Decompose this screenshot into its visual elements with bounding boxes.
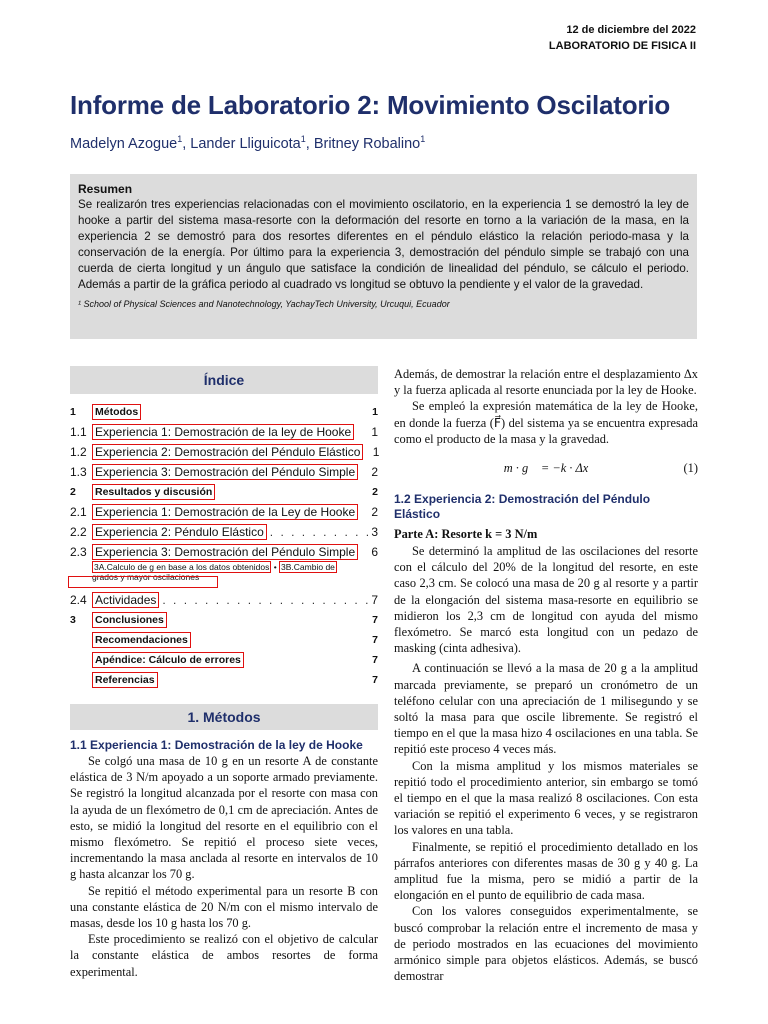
part-heading: Parte A: Resorte k = 3 N/m <box>394 527 538 542</box>
author-affiliation-mark: 1 <box>177 134 183 144</box>
paragraph: Con la misma amplitud y los mismos materiales se repitió todo el procedimiento anterior, sin embargo se tomó el tiempo en el que la masa realizó 8 oscilaciones. Con esta variación se repitió el experimento 6 veces, y se registraron los valores en una tabla. <box>394 758 698 838</box>
toc-entry-number: 3 <box>70 614 76 626</box>
paragraph: Además, de demostrar la relación entre el desplazamiento Δx y la fuerza aplicada al resorte enunciada por la ley de Hooke. <box>394 367 698 398</box>
toc-entry <box>70 482 378 502</box>
paragraph: Se colgó una masa de 10 g en un resorte A de constante elástica de 3 N/m apoyado a un soporte armado previamente. Se registró la longitud alcanzada por el resorte con masa con la ayuda de un flexómetro de 0,1 cm de apreciación. Antes de esto, se midió la longitud del resorte en el equilibrio con el mismo flexómetro. Se repitió el proceso siete veces, incrementando la masa anclada al resorte en intervalos de 10 g hasta alcanzar los 70 g. <box>70 754 378 882</box>
toc-page-number: 2 <box>372 486 378 498</box>
equation-number: (1) <box>683 461 698 476</box>
table-of-contents <box>70 402 378 690</box>
author-name: Madelyn Azogue <box>70 135 178 152</box>
toc-subentries-2-3 <box>92 562 378 590</box>
subsection-heading-1-2: 1.2 Experiencia 2: Demostración del Péndulo Elástico <box>394 492 651 522</box>
toc-entry <box>70 650 378 670</box>
toc-link[interactable]: Referencias <box>92 672 158 688</box>
paragraph: A continuación se llevó a la masa de 20 g a la amplitud marcada previamente, se preparó un cronómetro de un teléfono celular con una apreciación de 1 milisegundo y se soltó la masa para que oscile libremente. Se registró el tiempo en el que la masa hizo 4 oscilaciones en una tabla. Se repitió este proceso 4 veces más. <box>394 661 698 757</box>
toc-entry-number: 1 <box>70 406 76 418</box>
toc-link[interactable]: Experiencia 2: Demostración del Péndulo Elástico <box>92 444 363 460</box>
toc-link[interactable]: Conclusiones <box>92 612 167 628</box>
toc-page-number: 7 <box>372 634 378 646</box>
toc-leader-dots <box>267 525 368 539</box>
toc-link[interactable]: Actividades <box>92 592 159 608</box>
toc-page-number: 7 <box>372 674 378 686</box>
toc-entry-number: 1.2 <box>70 445 87 459</box>
report-date: 12 de diciembre del 2022 <box>566 24 696 36</box>
toc-link[interactable]: Recomendaciones <box>92 632 191 648</box>
toc-entry <box>70 630 378 650</box>
toc-link-3b-cont[interactable]: grados y mayor oscilaciones <box>92 572 200 582</box>
paragraph: Se repitió el método experimental para un resorte B con una constante elástica de 20 N/m con el mismo intervalo de masas, desde los 10 g hasta los 70 g. <box>70 883 378 931</box>
toc-entry <box>70 522 378 542</box>
toc-link[interactable]: Experiencia 3: Demostración del Péndulo Simple <box>92 544 358 560</box>
toc-link[interactable]: Experiencia 3: Demostración del Péndulo Simple <box>92 464 358 480</box>
toc-leader-dots <box>159 593 368 607</box>
toc-link[interactable]: Apéndice: Cálculo de errores <box>92 652 244 668</box>
right-column <box>394 366 698 985</box>
toc-link[interactable]: Experiencia 1: Demostración de la Ley de Hooke <box>92 504 358 520</box>
toc-link-3b-box <box>68 576 218 588</box>
toc-link[interactable]: Resultados y discusión <box>92 484 215 500</box>
paragraph: Con los valores conseguidos experimentalmente, se buscó comprobar la relación entre el incremento de masa y de periodo mostrados en las ecuaciones del movimiento armónico simple para objetos elásticos. Además, se buscó demostrar <box>394 904 698 984</box>
toc-link[interactable]: Experiencia 2: Péndulo Elástico <box>92 524 267 540</box>
toc-entry <box>70 542 378 562</box>
toc-link-3b[interactable]: 3B.Cambio de <box>281 562 335 572</box>
toc-page-number: 1 <box>372 445 380 459</box>
toc-page-number: 2 <box>371 465 378 479</box>
section-heading-metodos: 1. Métodos <box>70 704 378 730</box>
toc-page-number: 7 <box>372 654 378 666</box>
paragraph: Se empleó la expresión matemática de la ley de Hooke, en donde la fuerza (F⃗) del sistema ya se encuentra expresada como el producto de la masa y la gravedad. <box>394 399 698 446</box>
author-name: Britney Robalino <box>313 135 421 152</box>
toc-page-number: 1 <box>371 425 378 439</box>
toc-page-number: 7 <box>371 593 378 607</box>
abstract-body: Se realizarón tres experiencias relacionadas con el movimiento oscilatorio, en la experiencia 1 se demostró la ley de hooke a partir del sistema masa-resorte con la deformación del resorte en torno a la variación de la masa, en la experiencia 2 se demostró para dos resortes diferentes en el péndulo elástico la relación periodo-masa y la conservación de la energía. Por último para la experiencia 3, demostración del péndulo simple se trabajó con una cuerda de cierta longitud y un ángulo que satisface la condición de linealidad del péndulo, se cálculo el periodo. Además a partir de la gráfica periodo al cuadrado vs longitud se obtuvo la pendiente y el valor de la gravedad. <box>78 198 689 291</box>
paragraph: Finalmente, se repitió el procedimiento detallado en los párrafos anteriores con diferentes masas de 30 g y 40 g. La amplitud fue la misma, pero se midió a partir de la elongación en el punto de equilibrio de cada masa. <box>394 839 698 903</box>
toc-page-number: 1 <box>372 406 378 418</box>
abstract-box <box>70 174 697 339</box>
toc-link[interactable]: Experiencia 1: Demostración de la ley de Hooke <box>92 424 354 440</box>
toc-entry <box>70 590 378 610</box>
equation <box>394 461 698 476</box>
toc-link-3a[interactable]: 3A.Calculo de g en base a los datos obtenidos <box>94 562 270 572</box>
equation-body: m · g⃗ = −k · Δx <box>503 461 589 476</box>
toc-page-number: 6 <box>371 545 378 559</box>
toc-entry <box>70 402 378 422</box>
toc-entry-number: 2.2 <box>70 525 87 539</box>
toc-entry-number: 2 <box>70 486 76 498</box>
author-affiliation-mark: 1 <box>300 134 306 144</box>
affiliation-note: ¹ School of Physical Sciences and Nanotechnology, YachayTech University, Urcuqui, Ecuador <box>78 299 450 309</box>
toc-entry-number: 2.1 <box>70 505 87 519</box>
author-affiliation-mark: 1 <box>420 134 426 144</box>
toc-entry <box>70 442 378 462</box>
paragraph: Se determinó la amplitud de las oscilaciones del resorte con el cálculo del 20% de la longitud del resorte, en este caso 2,3 cm. Se colocó una masa de 20 g al resorte y a partir de la elongación del sistema masa-resorte en equilibrio se midieron los 2,3 cm de longitud con ayuda del mismo flexómetro. Se marcó esta longitud con un pedazo de masking (cinta adhesiva). <box>394 544 698 656</box>
toc-page-number: 3 <box>371 525 378 539</box>
paragraph: Este procedimiento se realizó con el objetivo de calcular la constante elástica de ambos resortes de forma experimental. <box>70 932 378 979</box>
toc-entry <box>70 502 378 522</box>
toc-link[interactable]: Métodos <box>92 404 141 420</box>
toc-page-number: 7 <box>372 614 378 626</box>
paper-title: Informe de Laboratorio 2: Movimiento Oscilatorio <box>70 90 671 120</box>
index-title: Índice <box>70 366 378 394</box>
toc-entry-number: 1.1 <box>70 425 87 439</box>
left-column <box>70 366 378 980</box>
header-meta <box>549 22 696 54</box>
author-name: Lander Lliguicota <box>190 135 301 152</box>
toc-separator: • <box>271 562 280 572</box>
toc-entry-number: 2.4 <box>70 593 87 607</box>
toc-entry-number: 1.3 <box>70 465 87 479</box>
toc-entry-number: 2.3 <box>70 545 87 559</box>
abstract-heading: Resumen <box>78 182 133 196</box>
toc-page-number: 2 <box>371 505 378 519</box>
course-name: LABORATORIO DE FISICA II <box>548 40 696 52</box>
toc-entry <box>70 670 378 690</box>
subsection-heading-1-1: 1.1 Experiencia 1: Demostración de la ley de Hooke <box>70 738 363 752</box>
toc-entry <box>70 462 378 482</box>
toc-entry <box>70 422 378 442</box>
toc-entry <box>70 610 378 630</box>
author-list: Madelyn Azogue$^1$, Lander Lliguicota$^1$, Britney Robalino$^1$ <box>70 134 426 152</box>
